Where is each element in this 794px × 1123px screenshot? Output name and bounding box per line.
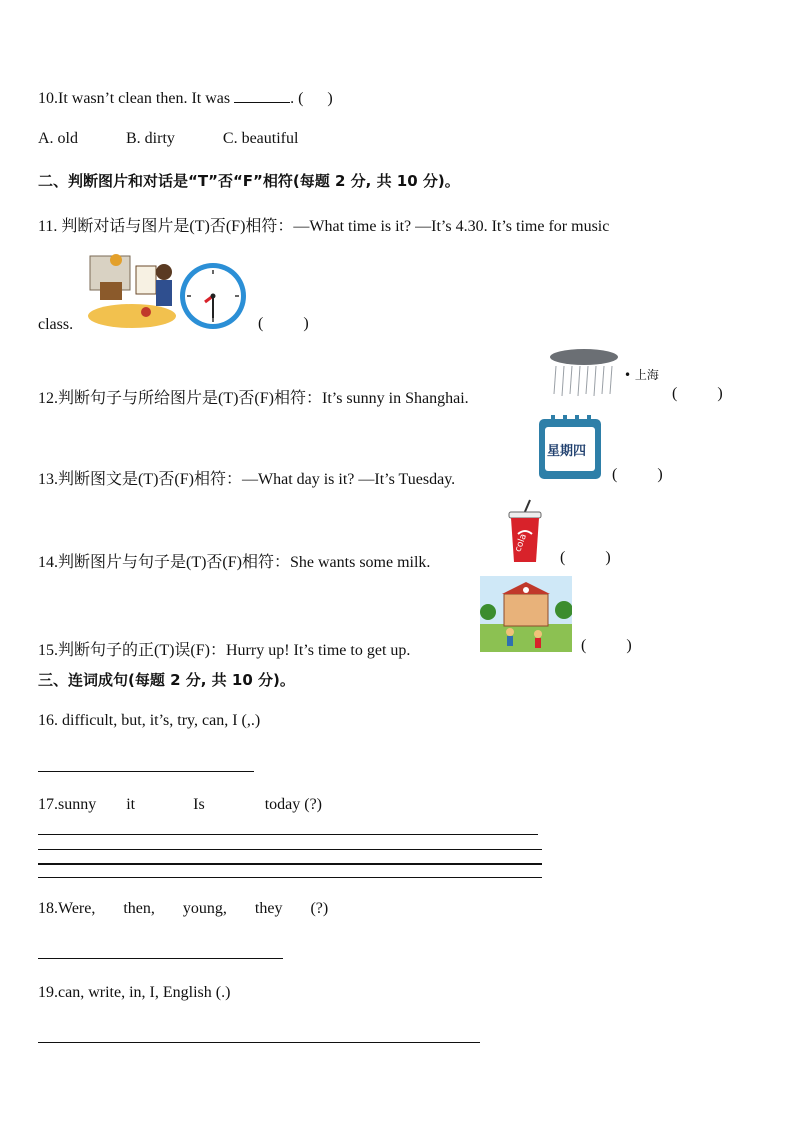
section-2-title: 二、判断图片和对话是“T”否“F”相符(每题 2 分, 共 10 分)。 bbox=[38, 172, 460, 190]
answer-paren-12[interactable]: ( ) bbox=[672, 385, 723, 402]
question-11-continued bbox=[38, 316, 73, 334]
calendar-label: 星期四 bbox=[547, 444, 587, 459]
city-label: • 上海 bbox=[624, 368, 659, 382]
word-3: Is bbox=[193, 796, 205, 813]
answer-paren-14[interactable]: ( ) bbox=[560, 549, 611, 566]
answer-line-17c[interactable] bbox=[38, 863, 542, 865]
answer-line-17b[interactable] bbox=[38, 849, 542, 850]
question-10-options bbox=[38, 130, 342, 148]
question-15-text: 15.判断句子的正(T)误(F)：Hurry up! It’s time to get up. bbox=[38, 642, 411, 659]
word-1: 17.sunny bbox=[38, 796, 97, 813]
word-1: 18.Were, bbox=[38, 900, 96, 917]
question-16-text: 16. difficult, but, it’s, try, can, I (,.) bbox=[38, 712, 261, 729]
word-2: then, bbox=[123, 900, 155, 917]
answer-paren: . ( ) bbox=[290, 90, 333, 107]
cola-cup-picture bbox=[506, 498, 544, 564]
question-12-text: 12.判断句子与所给图片是(T)否(F)相符：It’s sunny in Shanghai. bbox=[38, 390, 469, 407]
answer-paren-15[interactable]: ( ) bbox=[581, 637, 632, 654]
word-2: it bbox=[126, 796, 136, 813]
option-a[interactable]: A. old bbox=[38, 130, 78, 147]
answer-blank[interactable] bbox=[234, 88, 290, 103]
question-10 bbox=[38, 88, 333, 108]
school-picture bbox=[480, 576, 572, 652]
question-17 bbox=[38, 796, 322, 814]
word-3: young, bbox=[182, 900, 227, 917]
question-11-cont-text: class. bbox=[38, 316, 74, 333]
word-4: today (?) bbox=[264, 796, 322, 813]
answer-line-18[interactable] bbox=[38, 958, 283, 959]
question-14-text: 14.判断图片与句子是(T)否(F)相符：She wants some milk. bbox=[38, 554, 431, 571]
section-3-title: 三、连词成句(每题 2 分, 共 10 分)。 bbox=[38, 671, 295, 689]
option-c[interactable]: C. beautiful bbox=[222, 130, 299, 147]
answer-line-17a[interactable] bbox=[38, 834, 538, 835]
question-11-text: 11. 判断对话与图片是(T)否(F)相符：—What time is it? —It’s 4.30. It’s time for music bbox=[38, 218, 610, 235]
answer-line-16[interactable] bbox=[38, 771, 254, 772]
answer-line-17d[interactable] bbox=[38, 877, 542, 878]
rain-cloud-picture bbox=[548, 348, 620, 398]
clock-picture bbox=[177, 260, 249, 332]
answer-paren-13[interactable]: ( ) bbox=[612, 466, 663, 483]
answer-paren-11[interactable]: ( ) bbox=[258, 315, 309, 332]
question-13-text: 13.判断图文是(T)否(F)相符：—What day is it? —It’s Tuesday. bbox=[38, 471, 456, 488]
word-5: (?) bbox=[310, 900, 329, 917]
word-4: they bbox=[254, 900, 283, 917]
answer-line-19[interactable] bbox=[38, 1042, 480, 1043]
music-class-picture bbox=[86, 250, 178, 330]
question-10-text: 10.It wasn’t clean then. It was bbox=[38, 90, 231, 107]
option-b[interactable]: B. dirty bbox=[126, 130, 175, 147]
question-18 bbox=[38, 900, 328, 918]
cup-label: cola bbox=[513, 532, 530, 554]
question-19-text: 19.can, write, in, I, English (.) bbox=[38, 984, 231, 1001]
